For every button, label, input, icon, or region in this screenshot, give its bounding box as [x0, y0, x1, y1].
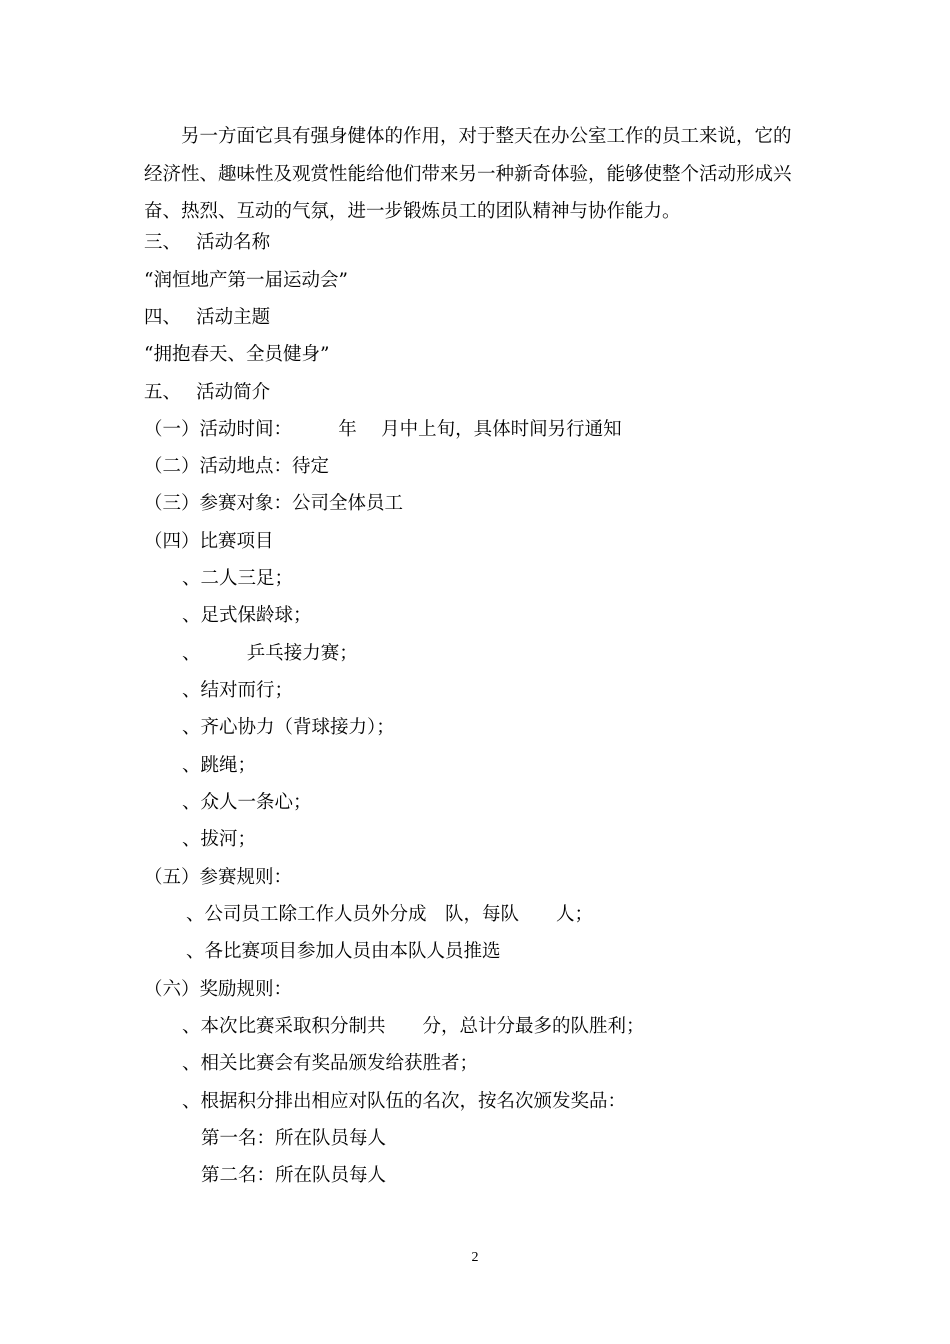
event-item: 、二人三足； — [182, 568, 294, 589]
intro-paragraph — [144, 118, 809, 231]
prize-line: 第二名：所在队员每人 — [201, 1165, 387, 1186]
intro-line: 奋、热烈、互动的气氛，进一步锻炼员工的团队精神与协作能力。 — [144, 201, 681, 222]
page-number: 2 — [471, 1250, 479, 1265]
section-heading-theme: 四、 活动主题 — [144, 307, 271, 328]
event-item: 、拔河； — [182, 829, 257, 850]
section-heading-name: 三、 活动名称 — [144, 232, 271, 253]
event-item: 、跳绳； — [182, 755, 257, 776]
reward-item: 、根据积分排出相应对队伍的名次，按名次颁发奖品： — [182, 1091, 627, 1112]
rules-heading: （五）参赛规则： — [144, 867, 293, 888]
event-item: 、足式保龄球； — [182, 605, 312, 626]
prize-line: 第一名：所在队员每人 — [201, 1128, 387, 1149]
event-item: 、结对而行； — [182, 680, 294, 701]
rule-item: 、各比赛项目参加人员由本队人员推选 — [186, 941, 501, 962]
activity-theme: “拥抱春天、全员健身” — [144, 344, 330, 365]
rule-item: 、公司员工除工作人员外分成 队，每队 人； — [186, 904, 594, 925]
events-heading: （四）比赛项目 — [144, 531, 274, 552]
rewards-heading: （六）奖励规则： — [144, 979, 293, 1000]
activity-name: “润恒地产第一届运动会” — [144, 270, 348, 291]
event-item: 、 乒乓接力赛； — [182, 643, 358, 664]
detail-time: （一）活动时间： 年 月中上旬，具体时间另行通知 — [144, 419, 622, 440]
detail-participants: （三）参赛对象：公司全体员工 — [144, 493, 404, 514]
event-item: 、齐心协力（背球接力）； — [182, 717, 395, 738]
event-item: 、众人一条心； — [182, 792, 312, 813]
intro-line: 另一方面它具有强身健体的作用，对于整天在办公室工作的员工来说，它的 — [144, 126, 792, 147]
intro-line: 经济性、趣味性及观赏性能给他们带来另一种新奇体验，能够使整个活动形成兴 — [144, 163, 792, 185]
detail-place: （二）活动地点：待定 — [144, 456, 330, 477]
reward-item: 、本次比赛采取积分制共 分，总计分最多的队胜利； — [182, 1016, 645, 1037]
section-heading-intro: 五、 活动简介 — [144, 382, 271, 403]
reward-item: 、相关比赛会有奖品颁发给获胜者； — [182, 1053, 479, 1074]
